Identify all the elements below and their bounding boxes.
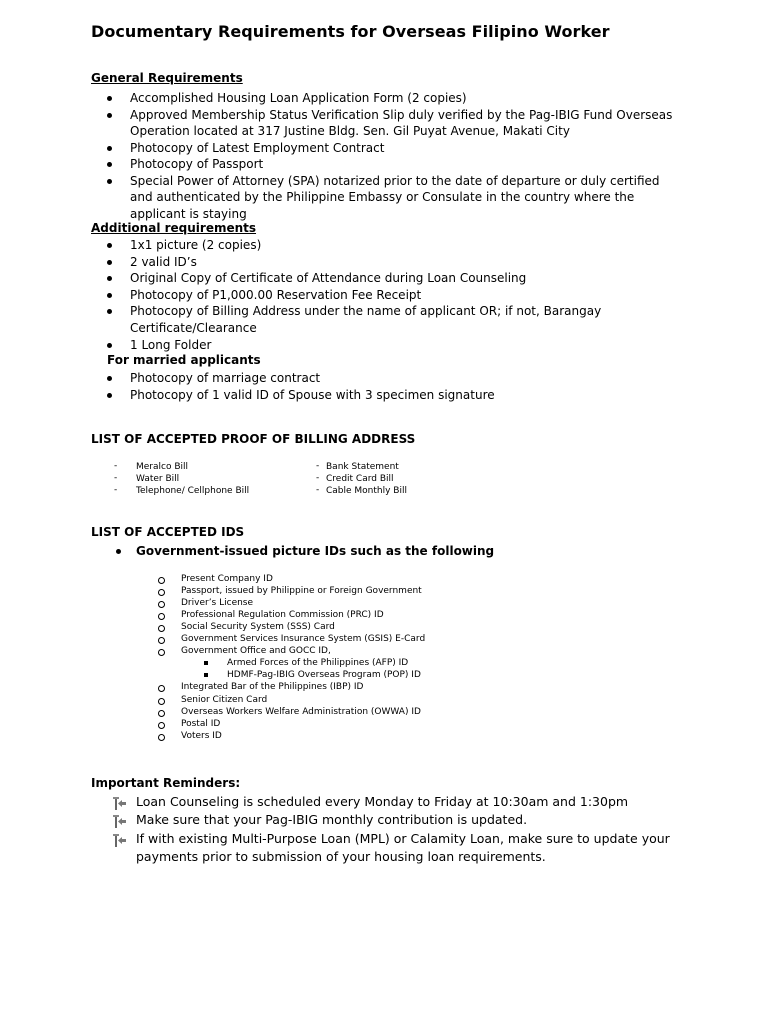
list-item-text: Photocopy of P1,000.00 Reservation Fee Receipt	[130, 287, 422, 302]
circle-bullet	[158, 625, 165, 632]
bullet	[116, 549, 124, 555]
arrow-bullet-icon	[113, 832, 127, 845]
bullet	[107, 113, 115, 119]
dash-marker: -	[114, 485, 118, 495]
list-item-text: Approved Membership Status Verification Slip duly verified by the Pag-IBIG Fund Overseas	[130, 107, 673, 122]
id-item: Present Company ID	[181, 574, 273, 584]
general-requirements-heading: General Requirements	[91, 71, 243, 85]
additional-requirements-heading: Additional requirements	[91, 221, 257, 235]
arrow-bullet-icon	[113, 795, 127, 808]
square-bullet	[204, 673, 208, 677]
billing-item: Cable Monthly Bill	[326, 486, 407, 496]
bullet	[107, 343, 115, 349]
circle-bullet	[158, 685, 165, 692]
bullet	[107, 179, 115, 185]
circle-bullet	[158, 722, 165, 729]
circle-bullet	[158, 601, 165, 608]
circle-bullet	[158, 613, 165, 620]
bullet	[107, 260, 115, 266]
bullet	[107, 276, 115, 282]
billing-item: Telephone/ Cellphone Bill	[136, 486, 250, 496]
list-item-text: Photocopy of marriage contract	[130, 371, 321, 385]
list-item-text: Certificate/Clearance	[130, 321, 257, 335]
id-item: Passport, issued by Philippine or Foreign Government	[181, 586, 422, 597]
dash-marker: -	[316, 473, 320, 483]
list-item-text: Photocopy of Passport	[130, 157, 264, 171]
government-ids-heading: Government-issued picture IDs such as the following	[136, 544, 495, 558]
id-item: Overseas Workers Welfare Administration (OWWA) ID	[181, 706, 421, 717]
list-item-text: Operation located at 317 Justine Bldg. Sen. Gil Puyat Avenue, Makati City	[130, 124, 570, 138]
dash-marker: -	[114, 473, 118, 483]
accepted-ids-heading: LIST OF ACCEPTED IDS	[91, 525, 245, 539]
dash-marker: -	[114, 461, 118, 471]
list-item-text: Photocopy of 1 valid ID of Spouse with 3 specimen signature	[130, 387, 495, 402]
billing-item: Bank Statement	[326, 462, 399, 472]
circle-bullet	[158, 734, 165, 741]
list-item-text: Special Power of Attorney (SPA) notarized prior to the date of departure or duly certified	[130, 173, 660, 188]
square-bullet	[204, 661, 208, 665]
list-item-text: applicant is staying	[130, 206, 247, 221]
circle-bullet	[158, 710, 165, 717]
list-item-text: Original Copy of Certificate of Attendance during Loan Counseling	[130, 271, 527, 286]
id-item: Integrated Bar of the Philippines (IBP) ID	[181, 682, 364, 693]
dash-marker: -	[316, 485, 320, 495]
important-reminders-heading: Important Reminders:	[91, 776, 241, 790]
list-item-text: 1x1 picture (2 copies)	[130, 238, 262, 252]
arrow-bullet-icon	[113, 813, 127, 826]
list-item-text: Photocopy of Latest Employment Contract	[130, 140, 385, 155]
id-sub-item: Armed Forces of the Philippines (AFP) ID	[227, 658, 409, 669]
billing-item: Water Bill	[136, 474, 180, 484]
dash-marker: -	[316, 461, 320, 471]
bullet	[107, 96, 115, 102]
list-item-text: 1 Long Folder	[130, 337, 212, 352]
list-item-text: and authenticated by the Philippine Embassy or Consulate in the country where the	[130, 190, 635, 204]
list-item-text: 2 valid ID’s	[130, 254, 197, 269]
billing-item: Credit Card Bill	[326, 474, 394, 484]
page-title: Documentary Requirements for Overseas Filipino Worker	[91, 22, 610, 41]
bullet	[107, 293, 115, 299]
id-item: Voters ID	[181, 730, 222, 741]
id-item: Government Office and GOCC ID,	[181, 646, 331, 657]
circle-bullet	[158, 589, 165, 596]
id-item: Government Services Insurance System (GSIS) E-Card	[181, 634, 426, 645]
bullet	[107, 162, 115, 168]
id-item: Senior Citizen Card	[181, 694, 268, 705]
id-item: Driver’s License	[181, 598, 254, 609]
bullet	[107, 393, 115, 399]
id-item: Postal ID	[181, 718, 221, 729]
bullet	[107, 146, 115, 152]
circle-bullet	[158, 649, 165, 656]
reminder-text: If with existing Multi-Purpose Loan (MPL) or Calamity Loan, make sure to update your	[136, 830, 670, 846]
billing-address-heading: LIST OF ACCEPTED PROOF OF BILLING ADDRESS	[91, 432, 416, 446]
reminder-text: payments prior to submission of your housing loan requirements.	[136, 848, 546, 864]
circle-bullet	[158, 637, 165, 644]
list-item-text: Accomplished Housing Loan Application Form (2 copies)	[130, 91, 467, 105]
bullet	[107, 376, 115, 382]
billing-item: Meralco Bill	[136, 462, 189, 472]
id-item: Professional Regulation Commission (PRC) ID	[181, 610, 384, 621]
reminder-text: Loan Counseling is scheduled every Monday to Friday at 10:30am and 1:30pm	[136, 794, 629, 809]
list-item-text: Photocopy of Billing Address under the name of applicant OR; if not, Barangay	[130, 304, 602, 319]
married-applicants-heading: For married applicants	[107, 353, 261, 367]
bullet	[107, 309, 115, 315]
id-sub-item: HDMF-Pag-IBIG Overseas Program (POP) ID	[227, 670, 421, 681]
bullet	[107, 243, 115, 249]
circle-bullet	[158, 577, 165, 584]
circle-bullet	[158, 698, 165, 705]
reminder-text: Make sure that your Pag-IBIG monthly contribution is updated.	[136, 812, 528, 828]
id-item: Social Security System (SSS) Card	[181, 622, 335, 633]
